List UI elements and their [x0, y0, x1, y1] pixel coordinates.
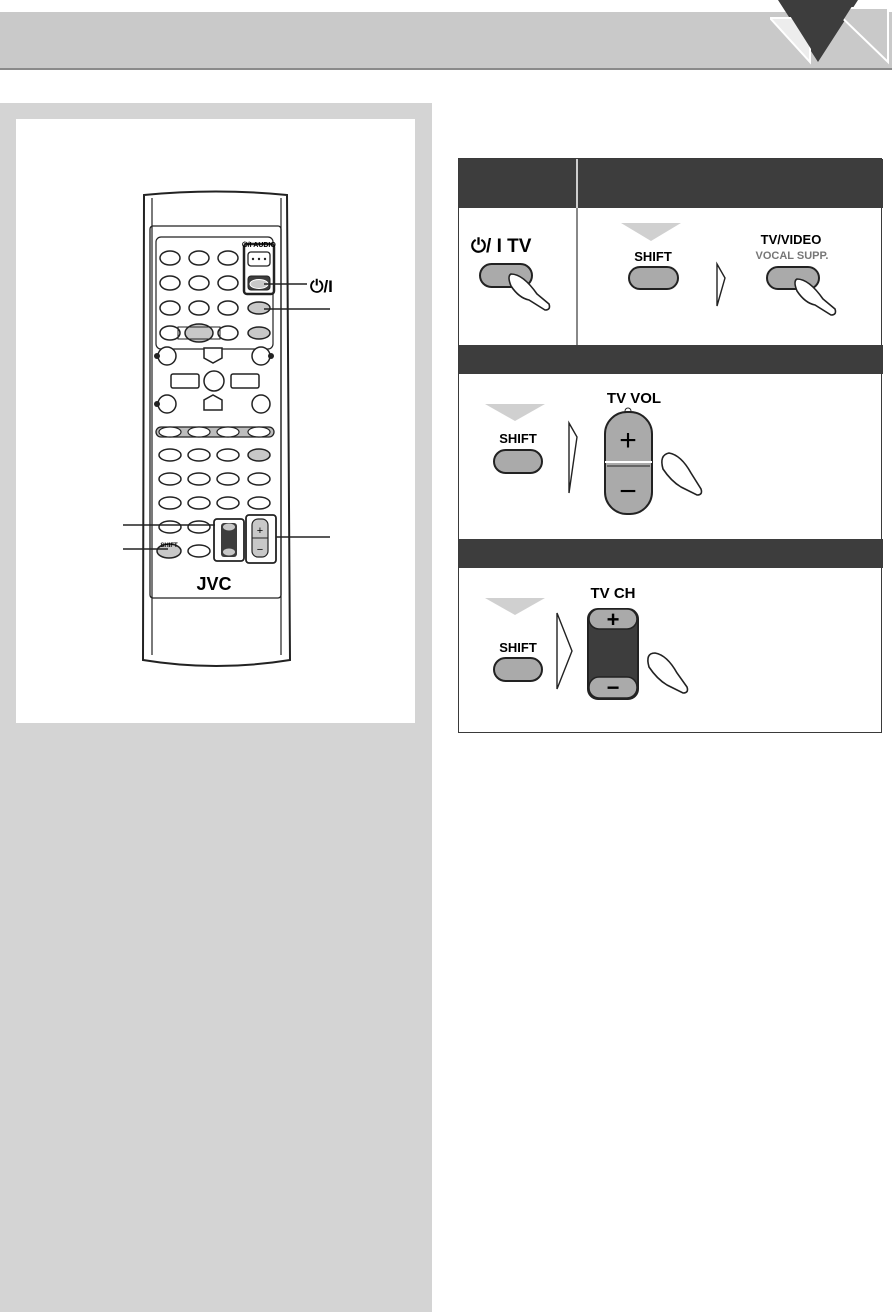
remote-minus: − [256, 544, 264, 556]
step2-shift-label: SHIFT [499, 431, 537, 446]
remote-audio-label: ⏻/I AUDIO [242, 242, 276, 249]
remote-plus: + [256, 525, 264, 537]
tv-ch-minus: − [606, 675, 620, 700]
remote-tv-label: ⏻/I TV [250, 270, 268, 276]
step3-shift-label: SHIFT [499, 640, 537, 655]
tv-ch-plus: + [606, 607, 620, 632]
instruction-table [458, 158, 882, 733]
brand-logo: JVC [196, 574, 232, 594]
header-band [0, 12, 892, 68]
tv-vol-label: TV VOL [606, 390, 662, 407]
tv-vol-minus: − [619, 475, 637, 508]
remote-shift-label: SHIFT [160, 543, 178, 549]
remote-figure [16, 119, 415, 723]
power-tv-button-label: ⏻/ I TV [471, 236, 532, 257]
step1-shift-label: SHIFT [634, 249, 672, 264]
vocal-supp-label: VOCAL SUPP. [755, 250, 829, 262]
tv-vol-plus: + [619, 424, 637, 457]
instruction-table-graphics [459, 159, 883, 734]
callout-power-label: ⏻/I [310, 277, 333, 296]
page-corner-arrow-icon [770, 0, 892, 70]
tv-ch-label: TV CH [590, 585, 636, 602]
navigation-buttons [158, 347, 270, 413]
tv-video-label: TV/VIDEO [760, 232, 822, 247]
header-rule [0, 68, 892, 70]
remote-control-illustration [16, 119, 415, 723]
